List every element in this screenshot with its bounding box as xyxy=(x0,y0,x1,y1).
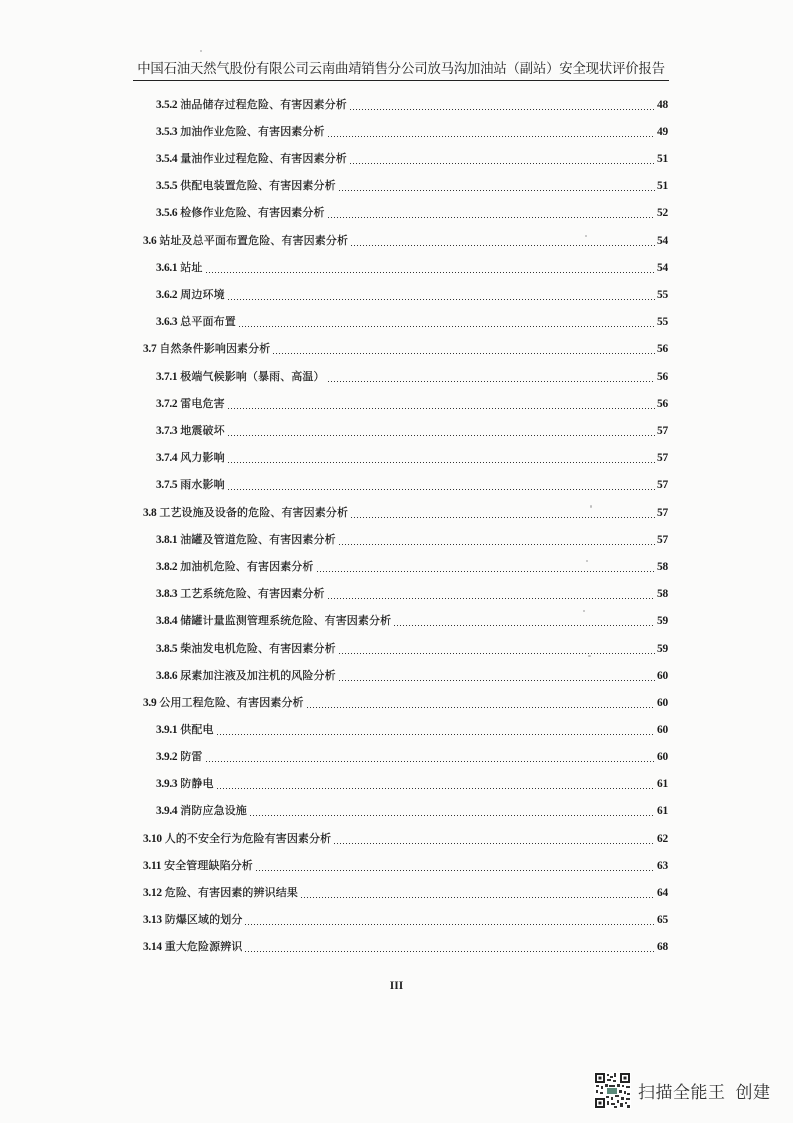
toc-entry-number: 3.7.2 xyxy=(156,398,178,410)
toc-entry-number: 3.9.1 xyxy=(156,724,178,736)
dot-leader xyxy=(227,408,655,409)
page-number: III xyxy=(389,980,404,992)
toc-entry-number: 3.8.3 xyxy=(156,588,178,600)
toc-entry[interactable] xyxy=(156,802,668,818)
toc-entry-number: 3.5.2 xyxy=(156,99,178,111)
dot-leader xyxy=(349,109,655,110)
toc-entry[interactable] xyxy=(156,259,668,275)
dot-leader xyxy=(238,326,655,327)
toc-entry-page: 57 xyxy=(657,534,668,546)
dot-leader xyxy=(216,734,655,735)
toc-entry-page: 55 xyxy=(657,289,668,301)
qr-code-icon xyxy=(594,1072,631,1109)
toc-entry-title: 重大危险源辨识 xyxy=(164,940,243,953)
dot-leader xyxy=(249,815,655,816)
toc-entry-title: 站址 xyxy=(180,261,203,274)
scan-speck xyxy=(585,235,587,237)
toc-entry[interactable] xyxy=(156,313,668,329)
toc-entry-page: 57 xyxy=(657,452,668,464)
dot-leader xyxy=(350,517,655,518)
toc-entry-number: 3.9.2 xyxy=(156,751,178,763)
toc-entry-page: 54 xyxy=(657,262,668,274)
toc-entry-title: 雨水影响 xyxy=(180,478,225,491)
toc-entry-page: 58 xyxy=(657,588,668,600)
toc-entry[interactable] xyxy=(156,204,668,220)
toc-entry-title: 人的不安全行为危险有害因素分析 xyxy=(164,832,332,845)
dot-leader xyxy=(205,272,656,273)
toc-entry-number: 3.8.2 xyxy=(156,561,178,573)
dot-leader xyxy=(227,462,655,463)
toc-entry-number: 3.5.4 xyxy=(156,153,178,165)
toc-entry-page: 59 xyxy=(657,643,668,655)
toc-entry-number: 3.12 xyxy=(143,887,162,899)
toc-entry[interactable] xyxy=(143,938,668,954)
toc-entry-number: 3.9 xyxy=(143,697,157,709)
scan-speck xyxy=(588,655,591,657)
toc-entry-title: 油品储存过程危险、有害因素分析 xyxy=(180,98,347,111)
toc-entry-page: 60 xyxy=(657,697,668,709)
toc-entry-number: 3.7 xyxy=(143,343,157,355)
toc-entry[interactable] xyxy=(156,123,668,139)
scanner-watermark xyxy=(594,1071,771,1109)
toc-entry-number: 3.9.4 xyxy=(156,805,178,817)
toc-entry-number: 3.8.4 xyxy=(156,615,178,627)
dot-leader xyxy=(327,598,655,599)
toc-entry[interactable] xyxy=(143,232,668,248)
toc-entry-number: 3.5.6 xyxy=(156,207,178,219)
toc-entry[interactable] xyxy=(156,612,668,628)
dot-leader xyxy=(227,299,655,300)
toc-entry-number: 3.8.1 xyxy=(156,534,178,546)
dot-leader xyxy=(227,489,655,490)
toc-entry-page: 52 xyxy=(657,207,668,219)
dot-leader xyxy=(255,870,655,871)
dot-leader xyxy=(393,625,655,626)
toc-entry-title: 油罐及管道危险、有害因素分析 xyxy=(180,533,336,546)
toc-entry-number: 3.7.3 xyxy=(156,425,178,437)
dot-leader xyxy=(216,788,655,789)
toc-entry-page: 60 xyxy=(657,751,668,763)
toc-entry-page: 57 xyxy=(657,507,668,519)
toc-entry[interactable] xyxy=(156,531,668,547)
toc-entry[interactable] xyxy=(156,558,668,574)
toc-entry-number: 3.5.3 xyxy=(156,126,178,138)
toc-entry-page: 60 xyxy=(657,724,668,736)
toc-entry[interactable] xyxy=(156,96,668,112)
toc-entry-title: 自然条件影响因素分析 xyxy=(159,342,271,355)
toc-entry-number: 3.10 xyxy=(143,833,162,845)
dot-leader xyxy=(244,924,655,925)
toc-entry-number: 3.7.1 xyxy=(156,371,178,383)
toc-entry-title: 站址及总平面布置危险、有害因素分析 xyxy=(159,234,349,247)
toc-entry[interactable] xyxy=(156,286,668,302)
toc-entry-number: 3.11 xyxy=(143,860,162,872)
toc-entry[interactable] xyxy=(143,830,668,846)
toc-entry-page: 54 xyxy=(657,235,668,247)
toc-entry[interactable] xyxy=(156,150,668,166)
toc-entry[interactable] xyxy=(156,640,668,656)
toc-entry-title: 消防应急设施 xyxy=(180,804,247,817)
toc-entry-page: 61 xyxy=(657,805,668,817)
dot-leader xyxy=(338,544,655,545)
watermark-text xyxy=(638,1078,771,1103)
toc-entry[interactable] xyxy=(156,422,668,438)
toc-entry-title: 防爆区域的划分 xyxy=(164,913,243,926)
toc-entry-number: 3.8.6 xyxy=(156,670,178,682)
dot-leader xyxy=(306,707,655,708)
header-rule xyxy=(133,80,669,81)
toc-entry-page: 63 xyxy=(657,860,668,872)
toc-entry[interactable] xyxy=(156,667,668,683)
toc-entry[interactable] xyxy=(156,177,668,193)
toc-entry-number: 3.9.3 xyxy=(156,778,178,790)
toc-entry[interactable] xyxy=(143,857,668,873)
toc-entry-number: 3.13 xyxy=(143,914,162,926)
scan-speck xyxy=(200,50,202,52)
toc-entry-title: 储罐计量监测管理系统危险、有害因素分析 xyxy=(180,614,392,627)
toc-entry-title: 极端气候影响（暴雨、高温） xyxy=(180,370,325,383)
toc-entry-title: 防静电 xyxy=(180,777,214,790)
toc-entry-title: 尿素加注液及加注机的风险分析 xyxy=(180,669,336,682)
toc-entry-page: 56 xyxy=(657,371,668,383)
dot-leader xyxy=(327,381,655,382)
dot-leader xyxy=(327,136,655,137)
toc-entry[interactable] xyxy=(156,395,668,411)
toc-entry[interactable] xyxy=(156,585,668,601)
dot-leader xyxy=(227,435,655,436)
dot-leader xyxy=(350,245,655,246)
toc-entry-title: 柴油发电机危险、有害因素分析 xyxy=(180,642,336,655)
toc-entry[interactable] xyxy=(143,911,668,927)
toc-entry-number: 3.14 xyxy=(143,941,162,953)
toc-entry-number: 3.6.1 xyxy=(156,262,178,274)
toc-entry-page: 51 xyxy=(657,180,668,192)
toc-entry-page: 56 xyxy=(657,343,668,355)
toc-entry-title: 周边环境 xyxy=(180,288,225,301)
toc-entry[interactable] xyxy=(156,449,668,465)
toc-entry-page: 64 xyxy=(657,887,668,899)
dot-leader xyxy=(205,761,656,762)
dot-leader xyxy=(338,680,655,681)
toc-entry-number: 3.6 xyxy=(143,235,157,247)
toc-entry-page: 62 xyxy=(657,833,668,845)
toc-entry-title: 总平面布置 xyxy=(180,315,236,328)
dot-leader xyxy=(316,571,656,572)
dot-leader xyxy=(338,190,655,191)
toc-entry[interactable] xyxy=(143,340,668,356)
toc-entry-page: 68 xyxy=(657,941,668,953)
toc-entry-number: 3.8.5 xyxy=(156,643,178,655)
toc-entry-title: 供配电 xyxy=(180,723,214,736)
toc-entry-number: 3.6.3 xyxy=(156,316,178,328)
toc-entry[interactable] xyxy=(156,368,668,384)
toc-entry-number: 3.6.2 xyxy=(156,289,178,301)
toc-entry-page: 48 xyxy=(657,99,668,111)
dot-leader xyxy=(327,217,655,218)
toc-entry-title: 公用工程危险、有害因素分析 xyxy=(159,696,304,709)
toc-entry-title: 加油机危险、有害因素分析 xyxy=(180,560,314,573)
toc-entry-page: 61 xyxy=(657,778,668,790)
toc-entry-title: 工艺设施及设备的危险、有害因素分析 xyxy=(159,506,349,519)
toc-entry-title: 工艺系统危险、有害因素分析 xyxy=(180,587,325,600)
toc-entry[interactable] xyxy=(143,884,668,900)
toc-entry-number: 3.7.4 xyxy=(156,452,178,464)
toc-entry[interactable] xyxy=(143,694,668,710)
toc-entry[interactable] xyxy=(156,476,668,492)
toc-entry-page: 55 xyxy=(657,316,668,328)
scan-speck xyxy=(583,610,585,612)
watermark-app-name: 扫描全能王 xyxy=(638,1082,726,1103)
toc-entry-title: 检修作业危险、有害因素分析 xyxy=(180,206,325,219)
toc-entry-title: 雷电危害 xyxy=(180,397,225,410)
toc-entry-number: 3.8 xyxy=(143,507,157,519)
dot-leader xyxy=(300,897,655,898)
toc-entry[interactable] xyxy=(156,748,668,764)
toc-entry-title: 量油作业过程危险、有害因素分析 xyxy=(180,152,347,165)
toc-entry-number: 3.7.5 xyxy=(156,479,178,491)
toc-entry-page: 57 xyxy=(657,479,668,491)
toc-entry-page: 60 xyxy=(657,670,668,682)
toc-entry-page: 65 xyxy=(657,914,668,926)
toc-entry-title: 供配电装置危险、有害因素分析 xyxy=(180,179,336,192)
toc-entry-page: 58 xyxy=(657,561,668,573)
toc-entry-title: 危险、有害因素的辨识结果 xyxy=(164,886,298,899)
toc-entry-number: 3.5.5 xyxy=(156,180,178,192)
toc-entry-page: 59 xyxy=(657,615,668,627)
dot-leader xyxy=(333,843,655,844)
dot-leader xyxy=(349,163,655,164)
toc-entry-title: 风力影响 xyxy=(180,451,225,464)
dot-leader xyxy=(338,653,655,654)
report-header-title: 中国石油天然气股份有限公司云南曲靖销售分公司放马沟加油站（副站）安全现状评价报告 xyxy=(137,62,665,77)
toc-entry-page: 51 xyxy=(657,153,668,165)
scan-speck xyxy=(586,560,588,562)
toc-entry-title: 安全管理缺陷分析 xyxy=(164,859,253,872)
toc-entry-page: 49 xyxy=(657,126,668,138)
dot-leader xyxy=(272,353,655,354)
dot-leader xyxy=(244,951,655,952)
toc-entry-title: 地震破坏 xyxy=(180,424,225,437)
toc-entry-title: 加油作业危险、有害因素分析 xyxy=(180,125,325,138)
toc-entry-title: 防雷 xyxy=(180,750,203,763)
toc-entry[interactable] xyxy=(156,775,668,791)
toc-entry-page: 57 xyxy=(657,425,668,437)
watermark-action: 创建 xyxy=(735,1082,771,1103)
toc-entry-page: 56 xyxy=(657,398,668,410)
toc-entry[interactable] xyxy=(156,721,668,737)
scan-speck xyxy=(590,505,592,508)
